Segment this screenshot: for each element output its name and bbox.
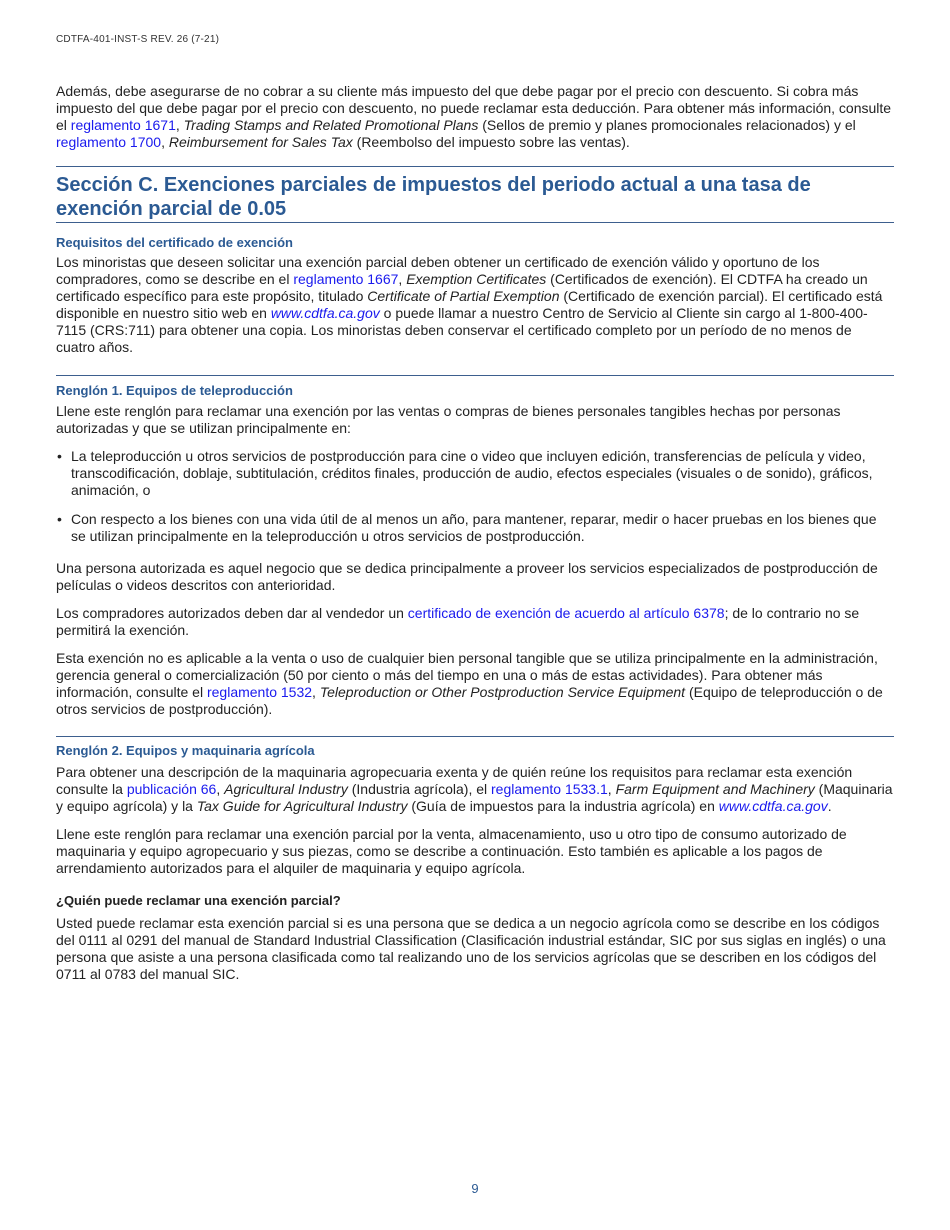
- na-text: (Equipo de teleproducción o de otros servicios de postproducción).: [56, 684, 883, 717]
- list-item: • Con respecto a los bienes con una vida útil de al menos un año, para mantener, reparar, medir o hacer pruebas en los bienes que se utilizan principalmente en la teleproducción u otros servicios de postproducción.: [56, 511, 894, 545]
- line1-authorized-person: Una persona autorizada es aquel negocio que se dedica principalmente a proveer los servicios especializados de postproducción de películas o videos descritos con anterioridad.: [56, 560, 878, 593]
- section-divider: [56, 375, 894, 376]
- line2-italic-title: Farm Equipment and Machinery: [615, 781, 815, 797]
- line2-text: ,: [216, 781, 225, 797]
- line1-intro: Llene este renglón para reclamar una exención por las ventas o compras de bienes personales tangibles hechas por personas autorizadas y que se utilizan principalmente en:: [56, 403, 841, 436]
- cert-italic-title: Certificate of Partial Exemption: [367, 288, 560, 304]
- list-item: • La teleproducción u otros servicios de postproducción para cine o video que incluyen edición, transferencias de película y video, transcodificación, doblaje, subtitulación, créditos finales, producción de audio, efectos especiales (visuales o de sonido), gráficos, animación, o: [56, 448, 894, 499]
- buyers-text: Los compradores autorizados deben dar al vendedor un: [56, 605, 408, 621]
- intro-text: Además, debe asegurarse de no cobrar a su cliente más impuesto del que debe pagar por el precio con descuento. Si cobra más impuesto del que debe pagar por el precio con descuento, no puede reclamar esta deducción. Para obtener más información, consulte el: [56, 83, 892, 133]
- link-reglamento-1532[interactable]: reglamento 1532: [206, 684, 313, 700]
- section-divider: [56, 166, 894, 167]
- na-text: Esta exención no es aplicable a la venta o uso de cualquier bien personal tangible que se utiliza principalmente en la administración, gerencia general o comercialización (50 por ciento o más del tiempo en una o más de estas actividades). Para obtener más información, consulte el: [56, 650, 878, 700]
- line1-not-applicable: [56, 650, 894, 718]
- who-paragraph: Usted puede reclamar esta exención parcial si es una persona que se dedica a un negocio agrícola como se describe en los códigos del 0111 al 0291 del manual de Standard Industrial Classification (Clasificación industrial estándar, SIC por sus siglas en inglés) o una persona que asiste a una persona clasificada como tal realizando uno de los servicios agrícolas que se describen en los códigos del 0711 al 0783 del manual SIC.: [56, 915, 886, 982]
- intro-text: (Reembolso del impuesto sobre las ventas).: [352, 134, 630, 150]
- who-heading: ¿Quién puede reclamar una exención parcial?: [56, 893, 341, 908]
- line2-text: (Industria agrícola), el: [347, 781, 492, 797]
- cert-paragraph: [56, 254, 894, 356]
- line1-heading: Renglón 1. Equipos de teleproducción: [56, 383, 293, 398]
- line2-text: Para obtener una descripción de la maquinaria agropecuaria exenta y de quién reúne los requisitos para reclamar esta exención consulte la: [56, 764, 853, 797]
- link-reglamento-1533-1[interactable]: reglamento 1533.1: [491, 781, 608, 797]
- line1-bullet-list: [56, 511, 894, 545]
- page-number: 9: [471, 1181, 479, 1196]
- intro-text: (Sellos de premio y planes promocionales relacionados) y el: [478, 117, 856, 133]
- line2-claim-paragraph: Llene este renglón para reclamar una exención parcial por la venta, almacenamiento, uso u otro tipo de consumo autorizado de maquinaria y equipo agropecuario y sus piezas, como se describe a continuación. Esto también es aplicable a los pagos de arrendamiento autorizados para el alquiler de maquinaria y equipo agrícola.: [56, 826, 847, 876]
- link-reglamento-1700[interactable]: reglamento 1700: [56, 134, 162, 150]
- link-cdtfa-website[interactable]: www.cdtfa.ca.gov: [270, 305, 380, 321]
- section-c-title: Sección C. Exenciones parciales de impuestos del periodo actual a una tasa de exención parcial de 0.05: [56, 174, 811, 220]
- cert-text: (Certificados de exención). El CDTFA ha creado un certificado específico para este propósito, titulado: [56, 271, 868, 304]
- link-reglamento-1671[interactable]: reglamento 1671: [70, 117, 176, 133]
- cert-text: ,: [398, 271, 407, 287]
- line2-text: (Maquinaria y equipo agrícola) y la: [56, 781, 893, 814]
- intro-text: ,: [175, 117, 184, 133]
- cert-heading: Requisitos del certificado de exención: [56, 235, 293, 250]
- line2-text: (Guía de impuestos para la industria agrícola) en: [407, 798, 719, 814]
- line2-text: ,: [607, 781, 616, 797]
- buyers-text: ; de lo contrario no se permitirá la exención.: [56, 605, 860, 638]
- intro-italic-title: Reimbursement for Sales Tax: [168, 134, 353, 150]
- cert-italic-title: Exemption Certificates: [406, 271, 547, 287]
- line2-text: .: [827, 798, 832, 814]
- link-publicacion-66[interactable]: publicación 66: [126, 781, 217, 797]
- link-cdtfa-website[interactable]: www.cdtfa.ca.gov: [718, 798, 828, 814]
- intro-italic-title: Trading Stamps and Related Promotional Plans: [183, 117, 479, 133]
- na-italic-title: Teleproduction or Other Postproduction Service Equipment: [319, 684, 686, 700]
- cert-text: Los minoristas que deseen solicitar una exención parcial deben obtener un certificado de exención válido y oportuno de los compradores, como se describe en el: [56, 254, 820, 287]
- intro-text: ,: [161, 134, 169, 150]
- section-divider: [56, 222, 894, 223]
- line2-italic-title: Agricultural Industry: [224, 781, 348, 797]
- cert-text: (Certificado de exención parcial). El certificado está disponible en nuestro sitio web en: [56, 288, 883, 321]
- line2-description: [56, 764, 894, 815]
- section-divider: [56, 736, 894, 737]
- form-identifier: CDTFA-401-INST-S REV. 26 (7-21): [56, 34, 220, 45]
- cert-text: o puede llamar a nuestro Centro de Servicio al Cliente sin cargo al 1-800-400-7115 (CRS:711) para obtener una copia. Los minoristas deben conservar el certificado completo por un período de no menos de cuatro años.: [56, 305, 868, 355]
- intro-paragraph: [56, 83, 894, 151]
- line1-bullet-list: [56, 448, 894, 499]
- line2-heading: Renglón 2. Equipos y maquinaria agrícola: [56, 743, 315, 758]
- link-reglamento-1667[interactable]: reglamento 1667: [293, 271, 399, 287]
- na-text: ,: [312, 684, 320, 700]
- line1-buyers-paragraph: [56, 605, 894, 639]
- line2-italic-title: Tax Guide for Agricultural Industry: [196, 798, 408, 814]
- link-certificado-6378[interactable]: certificado de exención de acuerdo al artículo 6378: [407, 605, 725, 621]
